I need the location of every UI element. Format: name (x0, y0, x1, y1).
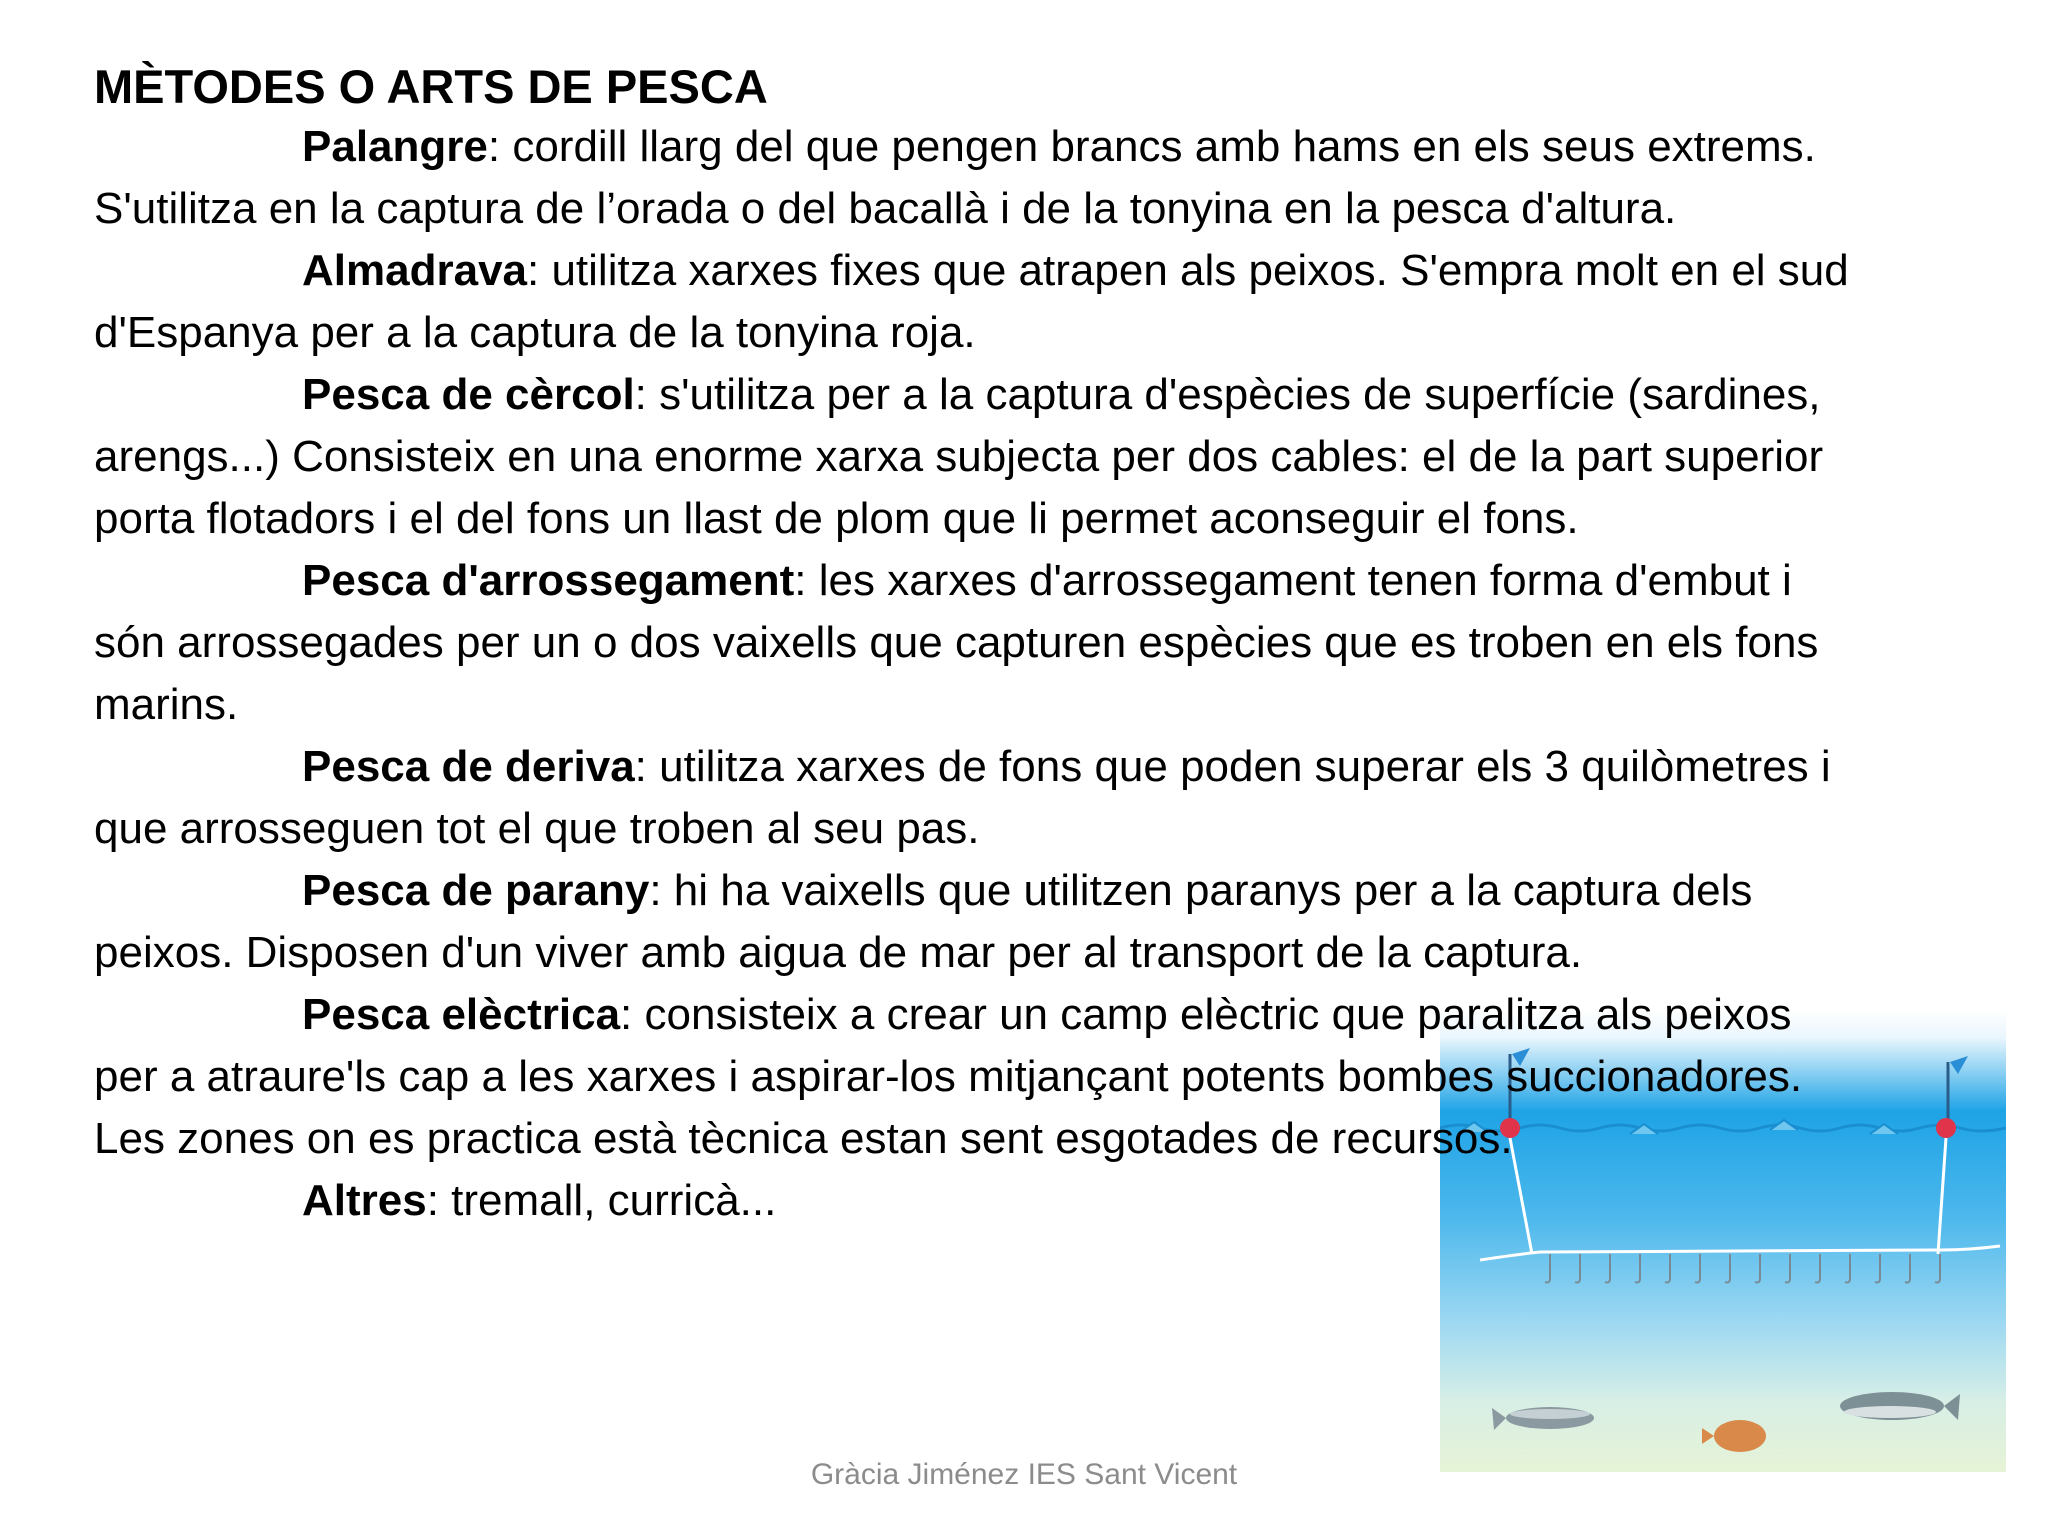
method-electrica (94, 984, 1854, 1170)
method-arrossegament (94, 550, 1854, 736)
method-term: Pesca elèctrica (302, 990, 621, 1039)
method-term: Altres (302, 1176, 427, 1225)
slide-content (94, 56, 1854, 1232)
method-deriva (94, 736, 1854, 860)
method-description: : cordill llarg del que pengen brancs amb hams en els seus extrems. S'utilitza en la captura de l’orada o del bacallà i de la tonyina en la pesca d'altura. (94, 122, 1816, 233)
method-term: Pesca d'arrossegament (302, 556, 795, 605)
method-description: : tremall, curricà... (426, 1176, 777, 1225)
method-description: : utilitza xarxes fixes que atrapen als peixos. S'empra molt en el sud d'Espanya per a la captura de la tonyina roja. (94, 246, 1849, 357)
method-description: : s'utilitza per a la captura d'espècies de superfície (sardines, arengs...) Consisteix en una enorme xarxa subjecta per dos cables: el de la part superior porta flotadors i el del fons un llast de plom que li permet aconseguir el fons. (94, 370, 1824, 543)
slide-footer: Gràcia Jiménez IES Sant Vicent (810, 1458, 1238, 1491)
method-almadrava (94, 240, 1854, 364)
method-altres (94, 1170, 1854, 1232)
method-cercol (94, 364, 1854, 550)
method-term: Pesca de parany (302, 866, 650, 915)
method-description: : consisteix a crear un camp elèctric que paralitza als peixos per a atraure'ls cap a les xarxes i aspirar-los mitjançant potents bombes succionadores. Les zones on es practica està tècnica estan sent esgotades de recursos. (94, 990, 1803, 1163)
method-term: Pesca de cèrcol (302, 370, 635, 419)
method-term: Almadrava (302, 246, 528, 295)
slide-title: MÈTODES O ARTS DE PESCA (94, 60, 768, 113)
method-palangre (94, 116, 1854, 240)
method-description: : les xarxes d'arrossegament tenen forma d'embut i són arrossegades per un o dos vaixells que capturen espècies que es troben en els fons marins. (94, 556, 1819, 729)
method-description: : hi ha vaixells que utilitzen paranys per a la captura dels peixos. Disposen d'un viver amb aigua de mar per al transport de la captura. (94, 866, 1753, 977)
method-description: : utilitza xarxes de fons que poden superar els 3 quilòmetres i que arrosseguen tot el que troben al seu pas. (94, 742, 1831, 853)
method-term: Palangre (302, 122, 488, 171)
method-term: Pesca de deriva (302, 742, 635, 791)
method-parany (94, 860, 1854, 984)
